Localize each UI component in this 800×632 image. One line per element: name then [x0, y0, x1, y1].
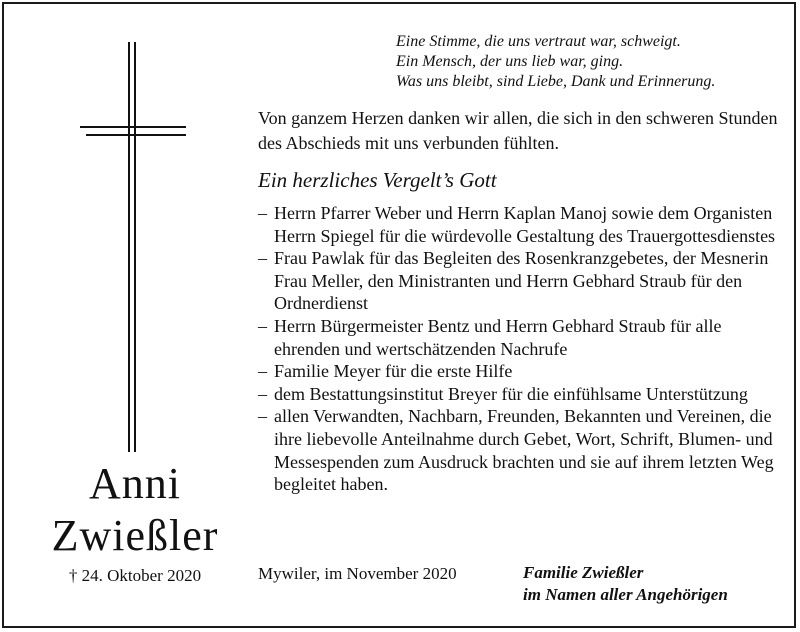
poem-line: Eine Stimme, die uns vertraut war, schweigt. [396, 33, 681, 50]
place-date: Mywiler, im November 2020 [258, 564, 457, 583]
poem-line: Was uns bleibt, sind Liebe, Dank und Erinnerung. [396, 73, 716, 90]
dash-marker: – [258, 203, 267, 223]
dash-marker: – [258, 383, 267, 404]
signature [523, 562, 728, 606]
poem-line: Ein Mensch, der uns lieb war, ging. [396, 53, 624, 70]
list-item [258, 202, 778, 247]
list-item [258, 360, 778, 383]
cross-vertical-bar [128, 42, 130, 452]
list-item-text: Frau Pawlak für das Begleiten des Rosenkranzgebetes, der Mesnerin Frau Meller, den Ministranten und Herrn Gebhard Straub für den Ordnerdienst [274, 248, 769, 314]
dash-marker: – [258, 406, 267, 427]
list-item-text: Herrn Pfarrer Weber und Herrn Kaplan Manoj sowie dem Organisten Herrn Spiegel für die würdevolle Gestaltung des Trauergottesdienstes [274, 203, 776, 246]
list-item-text: allen Verwandten, Nachbarn, Freunden, Bekannten und Vereinen, die ihre liebevolle Anteilnahme durch Gebet, Wort, Schrift, Blumen- und Messespenden zum Ausdruck brachten und sie auf ihrem letzten Weg begleitet haben. [274, 406, 774, 495]
death-date: † 24. Oktober 2020 [68, 566, 202, 585]
list-item [258, 315, 778, 360]
list-item [258, 405, 778, 495]
poem [396, 32, 715, 92]
cross-horizontal-bar [86, 134, 186, 136]
list-item [258, 247, 778, 315]
list-item [258, 383, 778, 406]
deceased-first-name: Anni [89, 459, 181, 508]
cross-horizontal-bar [80, 126, 186, 128]
dash-marker: – [258, 315, 267, 336]
thanks-list [258, 202, 778, 496]
signature-line: Familie Zwießler [523, 563, 644, 582]
cross-vertical-bar [134, 42, 136, 452]
list-item-text: Familie Meyer für die erste Hilfe [274, 361, 513, 382]
signature-line: im Namen aller Angehörigen [523, 585, 728, 604]
thanks-heading: Ein herzliches Vergelt’s Gott [258, 168, 497, 192]
list-item-text: Herrn Bürgermeister Bentz und Herrn Gebhard Straub für alle ehrenden und wertschätzenden Nachrufe [274, 315, 722, 359]
intro-text: Von ganzem Herzen danken wir allen, die sich in den schweren Stunden des Abschieds mit uns verbunden fühlten. [258, 108, 778, 153]
list-item-text: dem Bestattungsinstitut Breyer für die einfühlsame Unterstützung [274, 383, 748, 404]
deceased-last-name: Zwießler [51, 511, 219, 560]
dash-marker: – [258, 248, 267, 269]
dash-marker: – [258, 361, 267, 382]
